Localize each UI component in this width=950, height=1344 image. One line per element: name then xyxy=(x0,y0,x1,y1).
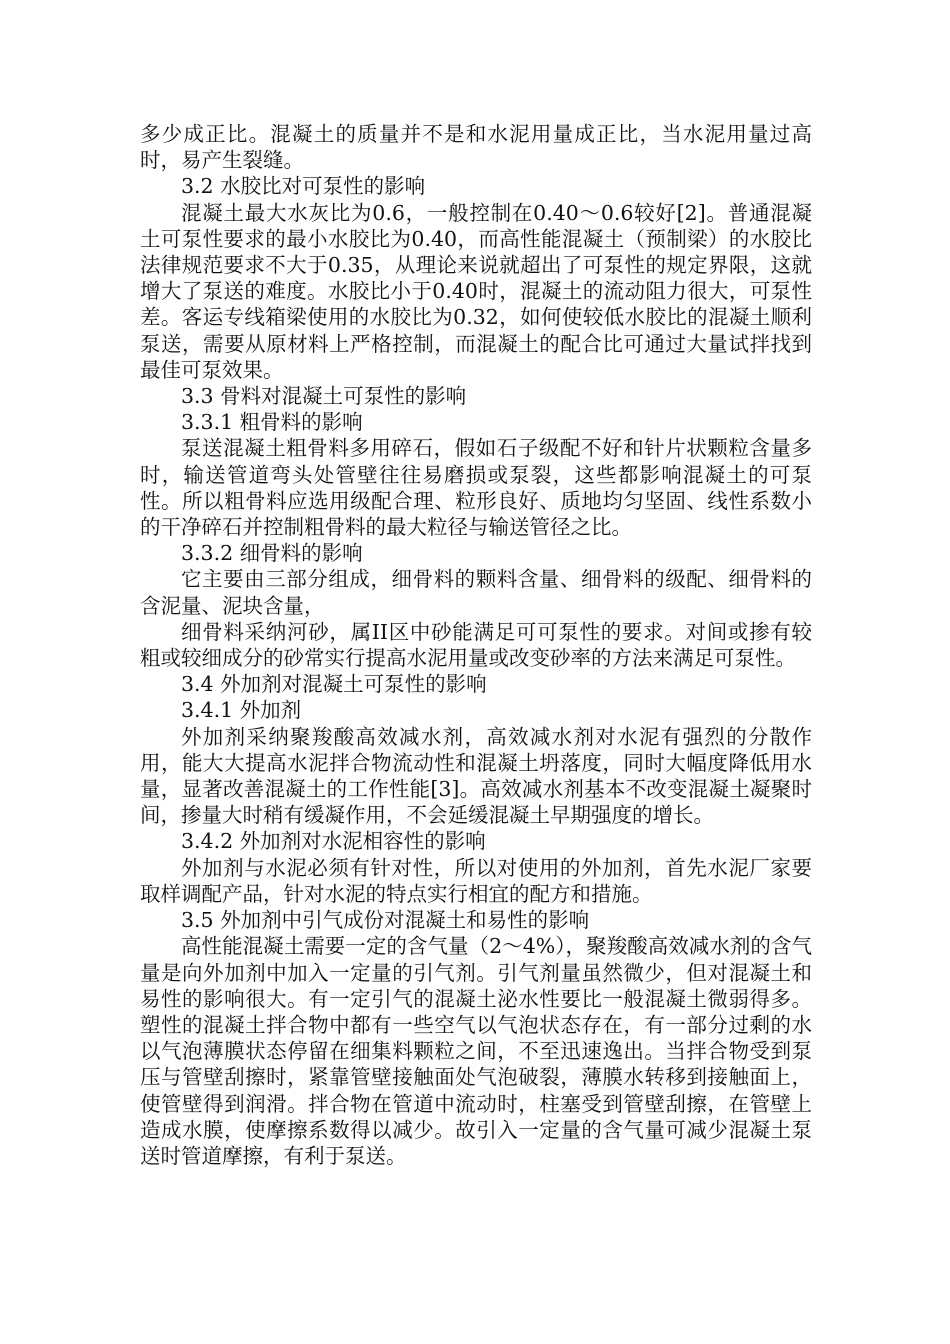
paragraph-fine-aggregate-composition: 它主要由三部分组成，细骨料的颗料含量、细骨料的级配、细骨料的含泥量、泥块含量， xyxy=(140,567,812,618)
section-heading-3-4-1: 3.4.1 外加剂 xyxy=(181,698,302,723)
section-heading-3-2: 3.2 水胶比对可泵性的影响 xyxy=(181,174,426,199)
paragraph-admixture-compatibility: 外加剂与水泥必须有针对性，所以对使用的外加剂，首先水泥厂家要取样调配产品，针对水泥的特点实行相宜的配方和措施。 xyxy=(140,855,812,906)
paragraph-air-entrainment: 高性能混凝土需要一定的含气量（2～4%），聚羧酸高效减水剂的含气量是向外加剂中加入一定量的引气剂。引气剂量虽然微少，但对混凝土和易性的影响很大。有一定引气的混凝土泌水性要比一般混凝土微弱得多。塑性的混凝土拌合物中都有一些空气以气泡状态存在，有一部分过剩的水以气泡薄膜状态停留在细集料颗粒之间，不至迅速逸出。当拌合物受到泵压与管壁刮擦时，紧靠管壁接触面处气泡破裂，薄膜水转移到接触面上，使管壁得到润滑。拌合物在管道中流动时，柱塞受到管壁刮擦，在管壁上造成水膜，使摩擦系数得以减少。故引入一定量的含气量可减少混凝土泵送时管道摩擦，有利于泵送。 xyxy=(140,934,812,1168)
paragraph-coarse-aggregate: 泵送混凝土粗骨料多用碎石，假如石子级配不好和针片状颗粒含量多时，输送管道弯头处管壁往往易磨损或泵裂，这些都影响混凝土的可泵性。所以粗骨料应选用级配合理、粒形良好、质地均匀坚固、线性系数小的干净碎石并控制粗骨料的最大粒径与输送管径之比。 xyxy=(140,436,812,540)
paragraph-water-binder-ratio: 混凝土最大水灰比为0.6，一般控制在0.40～0.6较好[2]。普通混凝土可泵性要求的最小水胶比为0.40，而高性能混凝土（预制梁）的水胶比法律规范要求不大于0.35，从理论来说就超出了可泵性的规定界限，这就增大了泵送的难度。水胶比小于0.40时，混凝土的流动阻力很大，可泵性差。客运专线箱梁使用的水胶比为0.32，如何使较低水胶比的混凝土顺利泵送，需要从原材料上严格控制，而混凝土的配合比可通过大量试拌找到最佳可泵效果。 xyxy=(140,200,812,382)
section-heading-3-3-1: 3.3.1 粗骨料的影响 xyxy=(181,410,363,435)
section-heading-3-4: 3.4 外加剂对混凝土可泵性的影响 xyxy=(181,672,487,697)
section-heading-3-3: 3.3 骨料对混凝土可泵性的影响 xyxy=(181,384,467,409)
paragraph-fine-aggregate-sand: 细骨料采纳河砂，属II区中砂能满足可可泵性的要求。对间或掺有较粗或较细成分的砂常实行提高水泥用量或改变砂率的方法来满足可泵性。 xyxy=(140,619,812,671)
section-heading-3-4-2: 3.4.2 外加剂对水泥相容性的影响 xyxy=(181,829,486,854)
document-page xyxy=(140,121,812,1169)
paragraph-admixture: 外加剂采纳聚羧酸高效减水剂，高效减水剂对水泥有强烈的分散作用，能大大提高水泥拌合物流动性和混凝土坍落度，同时大幅度降低用水量，显著改善混凝土的工作性能[3]。高效减水剂基本不改变混凝土凝聚时间，掺量大时稍有缓凝作用，不会延缓混凝土早期强度的增长。 xyxy=(140,724,812,828)
section-heading-3-3-2: 3.3.2 细骨料的影响 xyxy=(181,541,363,566)
section-heading-3-5: 3.5 外加剂中引气成份对混凝土和易性的影响 xyxy=(181,908,590,933)
paragraph-intro-continuation: 多少成正比。混凝土的质量并不是和水泥用量成正比，当水泥用量过高时，易产生裂缝。 xyxy=(140,122,812,173)
